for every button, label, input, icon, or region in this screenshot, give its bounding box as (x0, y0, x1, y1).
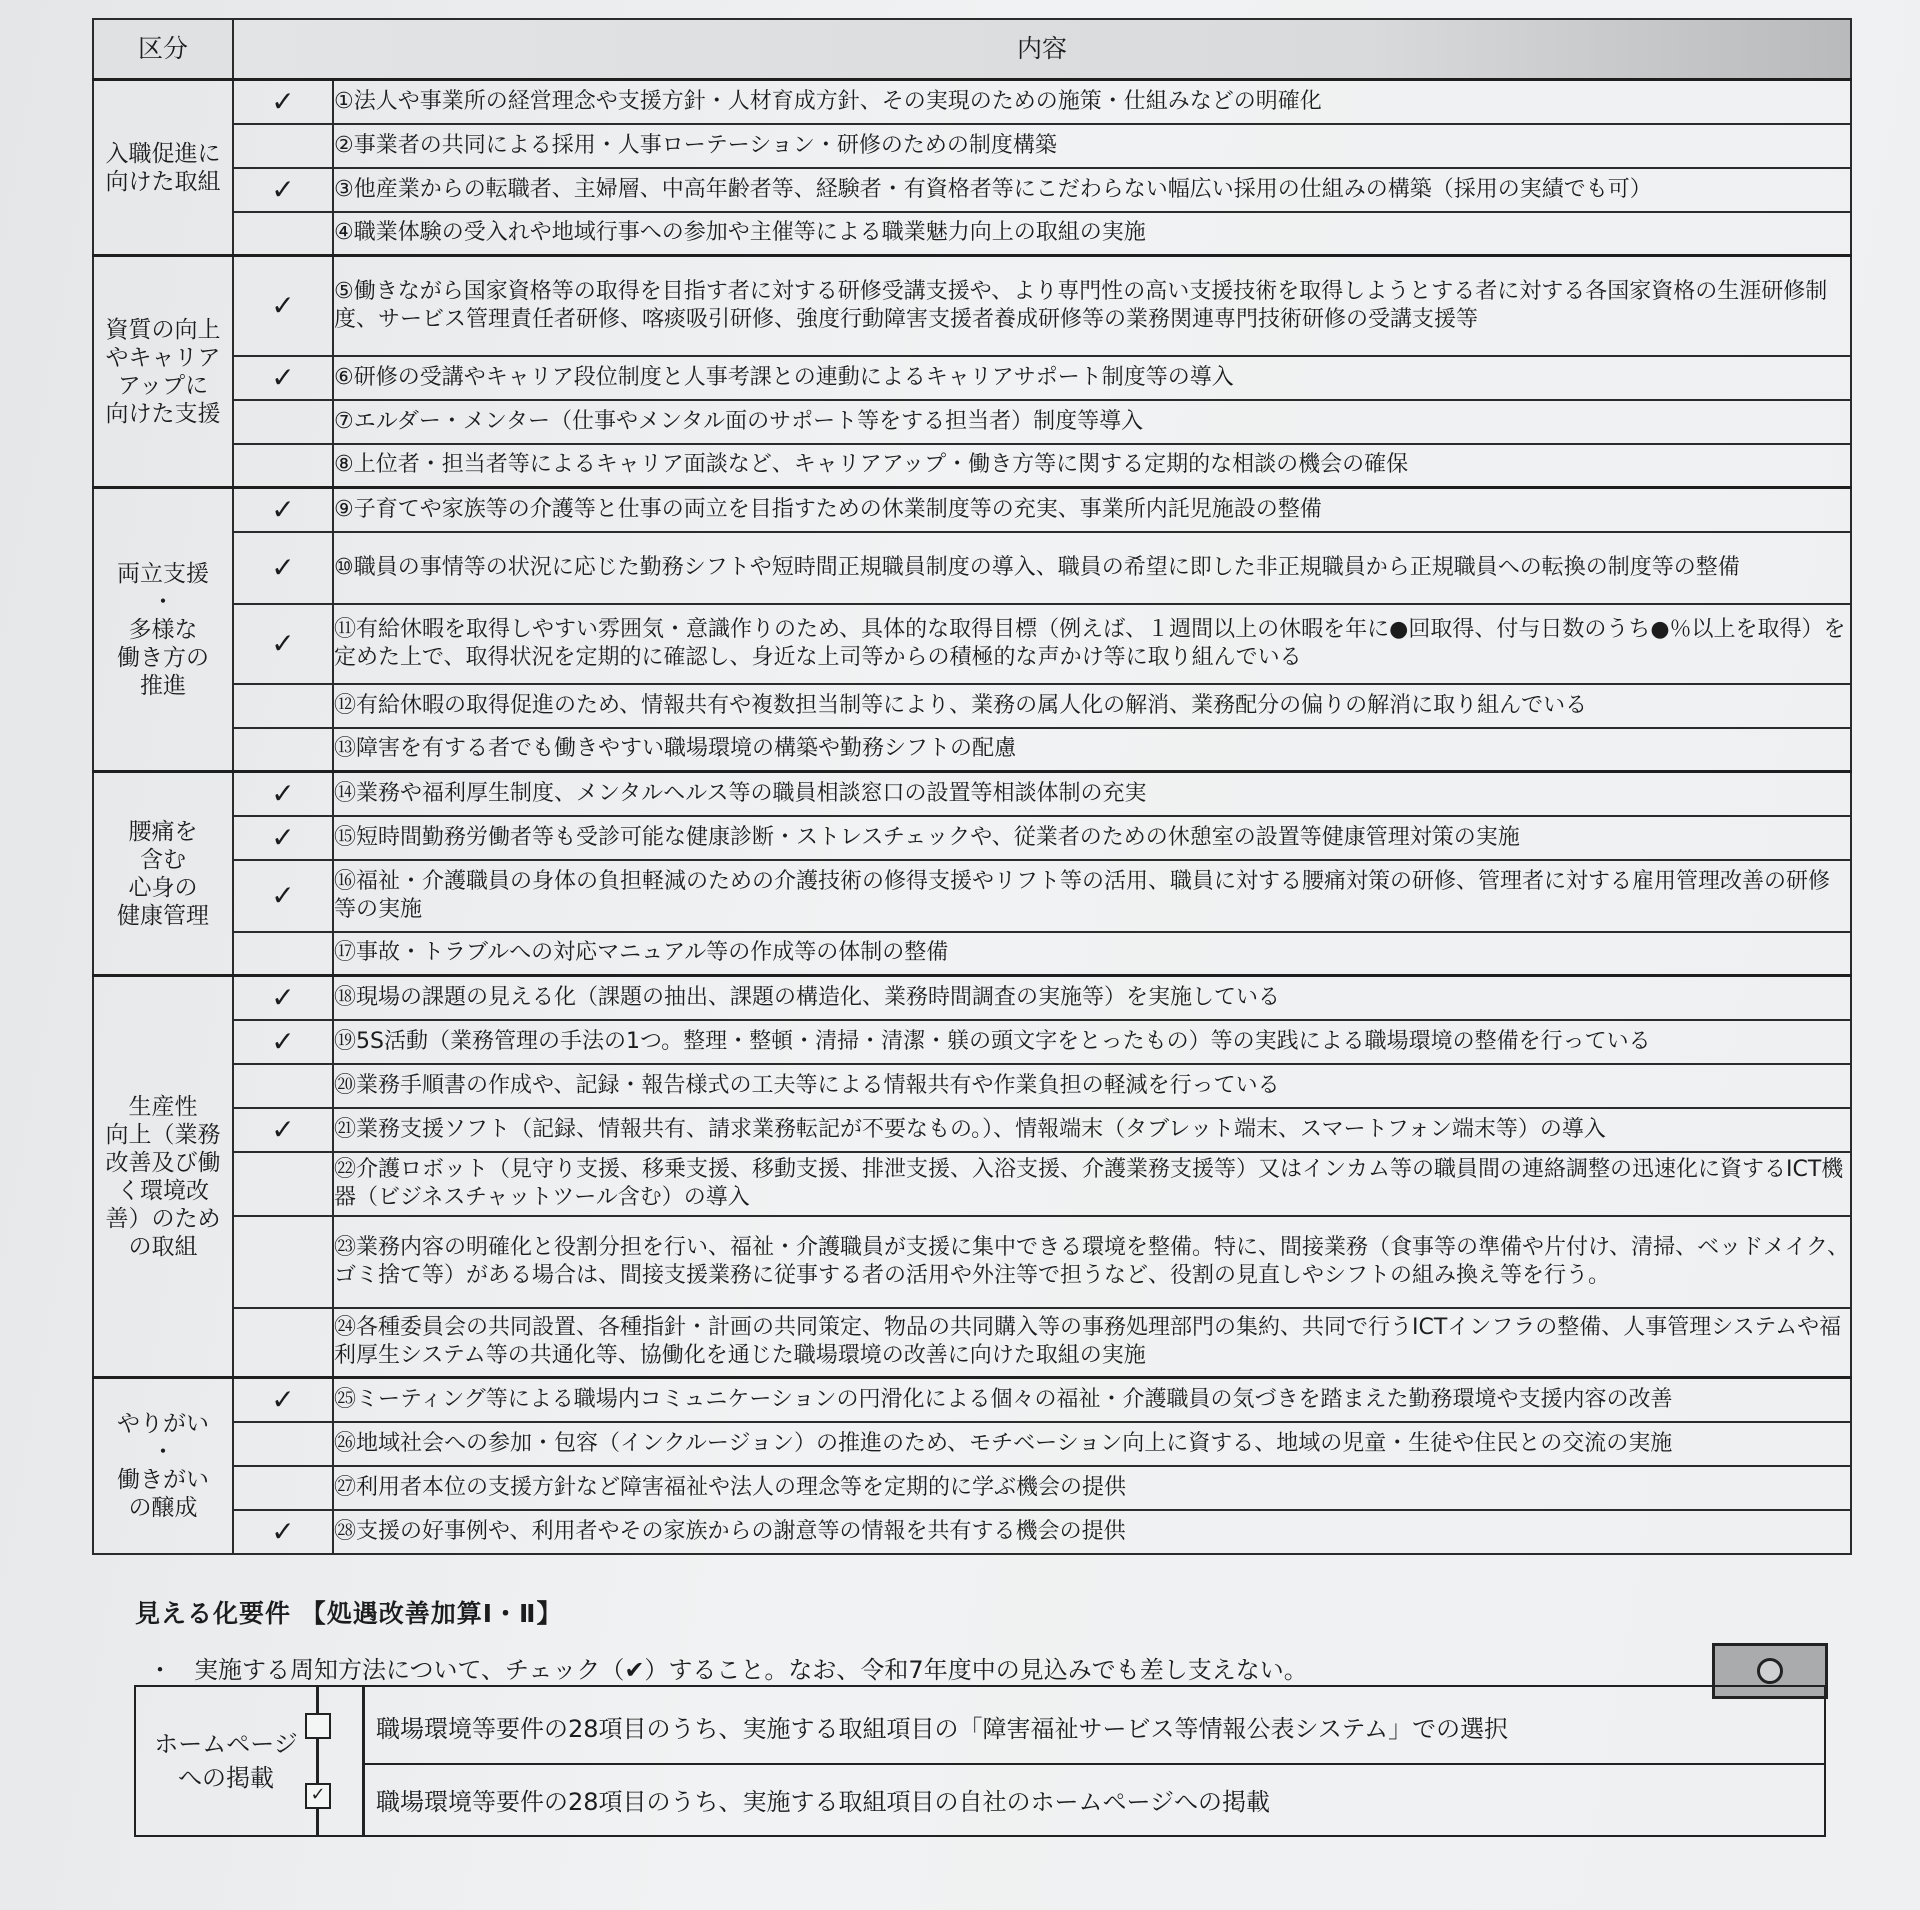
table-row (93, 168, 1851, 212)
item-text: ⑱現場の課題の見える化（課題の抽出、課題の構造化、業務時間調査の実施等）を実施している (333, 976, 1851, 1020)
label-divider (316, 1687, 319, 1835)
checkbox-divider (362, 1687, 365, 1835)
check-cell[interactable] (233, 444, 333, 488)
check-cell[interactable] (233, 976, 333, 1020)
table-header-row (93, 19, 1851, 80)
table-row (93, 860, 1851, 932)
category-cell: やりがい ・ 働きがい の醸成 (93, 1378, 233, 1554)
item-text: ⑧上位者・担当者等によるキャリア面談など、キャリアアップ・働き方等に関する定期的な相談の機会の確保 (333, 444, 1851, 488)
homepage-label: ホームページ への掲載 (154, 1730, 298, 1792)
checkmark-icon: ✓ (271, 980, 295, 1014)
check-cell[interactable] (233, 772, 333, 816)
item-text: ④職業体験の受入れや地域行事への参加や主催等による職業魅力向上の取組の実施 (333, 212, 1851, 256)
table-row (93, 1510, 1851, 1554)
item-text: ⑦エルダー・メンター（仕事やメンタル面のサポート等をする担当者）制度等導入 (333, 400, 1851, 444)
check-cell[interactable] (233, 604, 333, 684)
category-cell: 腰痛を 含む 心身の 健康管理 (93, 772, 233, 976)
item-text: ⑳業務手順書の作成や、記録・報告様式の工夫等による情報共有や作業負担の軽減を行っている (333, 1064, 1851, 1108)
instruction-bullet: ・ (148, 1656, 172, 1684)
checkmark-icon: ✓ (271, 1112, 295, 1146)
check-cell[interactable] (233, 1422, 333, 1466)
circle-mark-icon (1757, 1658, 1783, 1684)
table-row (93, 932, 1851, 976)
option-1-text: 職場環境等要件の28項目のうち、実施する取組項目の「障害福祉サービス等情報公表システム」での選択 (376, 1715, 1509, 1743)
table-row (93, 976, 1851, 1020)
item-text: ㉗利用者本位の支援方針など障害福祉や法人の理念等を定期的に学ぶ機会の提供 (333, 1466, 1851, 1510)
checkmark-icon: ✓ (271, 776, 295, 810)
item-text: ⑮短時間勤務労働者等も受診可能な健康診断・ストレスチェックや、従業者のための休憩室の設置等健康管理対策の実施 (333, 816, 1851, 860)
item-text: ㉕ミーティング等による職場内コミュニケーションの円滑化による個々の福祉・介護職員の気づきを踏まえた勤務環境や支援内容の改善 (333, 1378, 1851, 1422)
category-cell: 生産性 向上（業務 改善及び働 く環境改 善）のため の取組 (93, 976, 233, 1378)
table-row (93, 1378, 1851, 1422)
check-cell[interactable] (233, 860, 333, 932)
checkmark-icon: ✓ (271, 1024, 295, 1058)
item-text: ⑨子育てや家族等の介護等と仕事の両立を目指すための休業制度等の充実、事業所内託児施設の整備 (333, 488, 1851, 532)
option-1-checkbox[interactable] (305, 1713, 331, 1739)
item-text: ㉖地域社会への参加・包容（インクルージョン）の推進のため、モチベーション向上に資する、地域の児童・生徒や住民との交流の実施 (333, 1422, 1851, 1466)
item-text: ⑪有給休暇を取得しやすい雰囲気・意識作りのため、具体的な取得目標（例えば、１週間以上の休暇を年に●回取得、付与日数のうち●％以上を取得）を定めた上で、取得状況を定期的に確認し、身近な上司等からの積極的な声かけ等に取り組んでいる (333, 604, 1851, 684)
check-cell[interactable] (233, 256, 333, 356)
table-row (93, 124, 1851, 168)
table-row (93, 1308, 1851, 1378)
check-cell[interactable] (233, 532, 333, 604)
item-text: ⑰事故・トラブルへの対応マニュアル等の作成等の体制の整備 (333, 932, 1851, 976)
check-cell[interactable] (233, 488, 333, 532)
table-row (93, 400, 1851, 444)
check-cell[interactable] (233, 816, 333, 860)
item-text: ㉒介護ロボット（見守り支援、移乗支援、移動支援、排泄支援、入浴支援、介護業務支援等）又はインカム等の職員間の連絡調整の迅速化に資するICT機器（ビジネスチャットツール含む）の導入 (333, 1152, 1851, 1216)
table-row (93, 1108, 1851, 1152)
item-text: ⑲5S活動（業務管理の手法の1つ。整理・整頓・清掃・清潔・躾の頭文字をとったもの）等の実践による職場環境の整備を行っている (333, 1020, 1851, 1064)
table-row (93, 1216, 1851, 1308)
table-row (93, 728, 1851, 772)
check-cell[interactable] (233, 1378, 333, 1422)
option-2-checkbox[interactable] (305, 1783, 331, 1809)
option-2-text: 職場環境等要件の28項目のうち、実施する取組項目の自社のホームページへの掲載 (376, 1788, 1271, 1816)
item-text: ㉓業務内容の明確化と役割分担を行い、福祉・介護職員が支援に集中できる環境を整備。特に、間接業務（食事等の準備や片付け、清掃、ベッドメイク、ゴミ捨て等）がある場合は、間接支援業務に従事する者の活用や外注等で担うなど、役割の見直しやシフトの組み換え等を行う。 (333, 1216, 1851, 1308)
table-row (93, 256, 1851, 356)
checkmark-icon: ✓ (271, 626, 295, 660)
instruction-text: 実施する周知方法について、チェック（✔）すること。なお、令和7年度中の見込みでも差し支えない。 (194, 1656, 1308, 1684)
table-row (93, 80, 1851, 124)
category-cell: 両立支援 ・ 多様な 働き方の 推進 (93, 488, 233, 772)
checkmark-icon: ✓ (271, 492, 295, 526)
check-cell[interactable] (233, 1152, 333, 1216)
check-cell[interactable] (233, 1020, 333, 1064)
table-row (93, 1466, 1851, 1510)
checkmark-icon: ✓ (271, 550, 295, 584)
table-row (93, 356, 1851, 400)
table-row (93, 1152, 1851, 1216)
option-divider (365, 1763, 1824, 1765)
table-row (93, 1422, 1851, 1466)
checkmark-icon: ✓ (271, 1382, 295, 1416)
table-row (93, 684, 1851, 728)
item-text: ⑭業務や福利厚生制度、メンタルヘルス等の職員相談窓口の設置等相談体制の充実 (333, 772, 1851, 816)
item-text: ⑬障害を有する者でも働きやすい職場環境の構築や勤務シフトの配慮 (333, 728, 1851, 772)
visibility-title: 見える化要件 【処遇改善加算Ⅰ・Ⅱ】 (135, 1599, 563, 1628)
check-cell[interactable] (233, 1466, 333, 1510)
header-category: 区分 (93, 19, 233, 80)
item-text: ⑥研修の受講やキャリア段位制度と人事考課との連動によるキャリアサポート制度等の導入 (333, 356, 1851, 400)
check-cell[interactable] (233, 684, 333, 728)
check-cell[interactable] (233, 1108, 333, 1152)
table-row (93, 604, 1851, 684)
check-cell[interactable] (233, 932, 333, 976)
item-text: ⑩職員の事情等の状況に応じた勤務シフトや短時間正規職員制度の導入、職員の希望に即した非正規職員から正規職員への転換の制度等の整備 (333, 532, 1851, 604)
table-row (93, 816, 1851, 860)
item-text: ③他産業からの転職者、主婦層、中高年齢者等、経験者・有資格者等にこだわらない幅広い採用の仕組みの構築（採用の実績でも可） (333, 168, 1851, 212)
check-cell[interactable] (233, 1216, 333, 1308)
check-cell[interactable] (233, 400, 333, 444)
check-cell[interactable] (233, 1064, 333, 1108)
checkmark-icon: ✓ (271, 288, 295, 322)
check-cell[interactable] (233, 168, 333, 212)
check-cell[interactable] (233, 212, 333, 256)
requirements-table (92, 18, 1852, 1555)
item-text: ②事業者の共同による採用・人事ローテーション・研修のための制度構築 (333, 124, 1851, 168)
check-cell[interactable] (233, 1308, 333, 1378)
check-cell[interactable] (233, 728, 333, 772)
item-text: ⑫有給休暇の取得促進のため、情報共有や複数担当制等により、業務の属人化の解消、業務配分の偏りの解消に取り組んでいる (333, 684, 1851, 728)
item-text: ㉔各種委員会の共同設置、各種指針・計画の共同策定、物品の共同購入等の事務処理部門の集約、共同で行うICTインフラの整備、人事管理システムや福利厚生システム等の共通化等、協働化を通じた職場環境の改善に向けた取組の実施 (333, 1308, 1851, 1378)
item-text: ①法人や事業所の経営理念や支援方針・人材育成方針、その実現のための施策・仕組みなどの明確化 (333, 80, 1851, 124)
item-text: ㉑業務支援ソフト（記録、情報共有、請求業務転記が不要なもの。）、情報端末（タブレット端末、スマートフォン端末等）の導入 (333, 1108, 1851, 1152)
check-cell[interactable] (233, 1510, 333, 1554)
item-text: ⑯福祉・介護職員の身体の負担軽減のための介護技術の修得支援やリフト等の活用、職員に対する腰痛対策の研修、管理者に対する雇用管理改善の研修等の実施 (333, 860, 1851, 932)
table-row (93, 488, 1851, 532)
table-row (93, 1064, 1851, 1108)
table-row (93, 532, 1851, 604)
checkmark-icon: ✓ (271, 172, 295, 206)
checkmark-icon: ✓ (310, 1784, 326, 1805)
check-cell[interactable] (233, 356, 333, 400)
table-row (93, 212, 1851, 256)
checkmark-icon: ✓ (271, 360, 295, 394)
header-content: 内容 (233, 19, 1851, 80)
visibility-instruction (148, 1650, 1308, 1685)
table-body (93, 80, 1851, 1554)
checkmark-icon: ✓ (271, 820, 295, 854)
check-cell[interactable] (233, 124, 333, 168)
table-row (93, 444, 1851, 488)
checkmark-icon: ✓ (271, 84, 295, 118)
checkmark-icon: ✓ (271, 1514, 295, 1548)
homepage-publication-box (134, 1685, 1826, 1837)
table-row (93, 1020, 1851, 1064)
category-cell: 入職促進に 向けた取組 (93, 80, 233, 256)
table-row (93, 772, 1851, 816)
checkmark-icon: ✓ (271, 878, 295, 912)
check-cell[interactable] (233, 80, 333, 124)
category-cell: 資質の向上 やキャリア アップに 向けた支援 (93, 256, 233, 488)
item-text: ㉘支援の好事例や、利用者やその家族からの謝意等の情報を共有する機会の提供 (333, 1510, 1851, 1554)
item-text: ⑤働きながら国家資格等の取得を目指す者に対する研修受講支援や、より専門性の高い支援技術を取得しようとする者に対する各国家資格の生涯研修制度、サービス管理責任者研修、喀痰吸引研修、強度行動障害支援者養成研修等の業務関連専門技術研修の受講支援等 (333, 256, 1851, 356)
